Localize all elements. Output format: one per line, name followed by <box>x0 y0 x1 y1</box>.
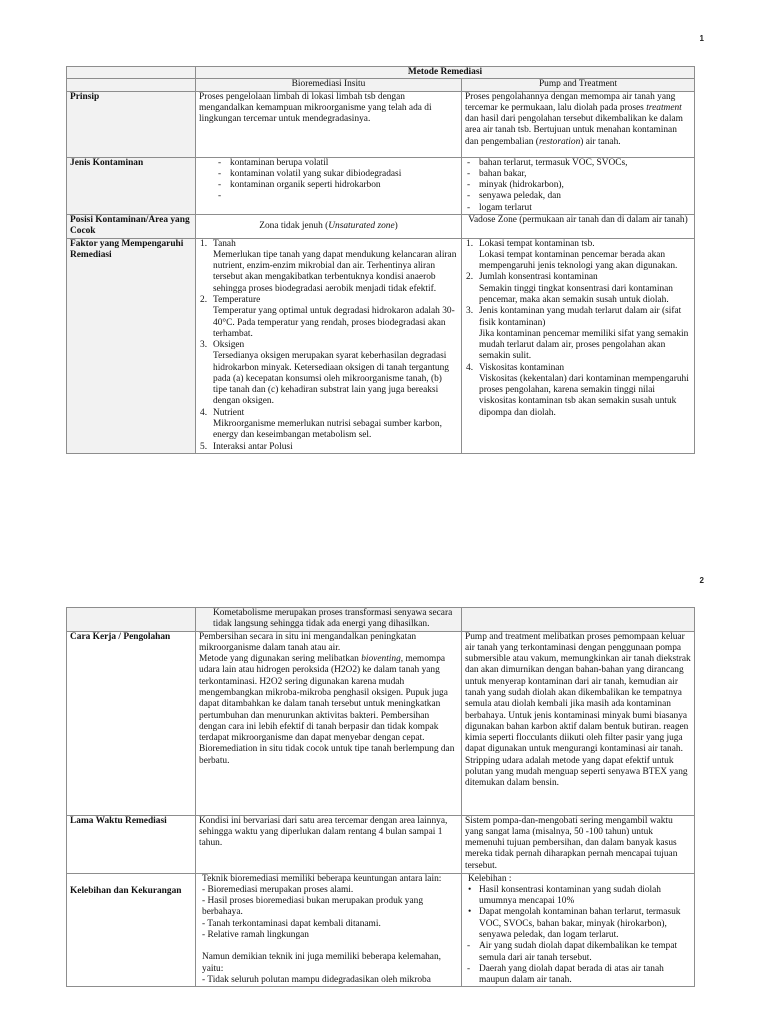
list-item: - kontaminan berupa volatil <box>216 158 458 169</box>
kelebihan-pump <box>462 873 695 987</box>
table-row <box>67 815 695 873</box>
list-item: 3. Jenis kontaminan yang mudah terlarut dalam air (sifat fisik kontaminan) Jika kontaminan pencemar memiliki sifat yang semakin mudah terlarut dalam air, proses pengolahan akan semakin sulit. <box>466 306 689 362</box>
table-row <box>67 214 695 238</box>
list-item: Namun demikian teknik ini juga memiliki beberapa kelemahan, yaitu: <box>202 952 441 974</box>
row-label-kelebihan: Kelebihan dan Kekurangan <box>67 873 196 987</box>
column-header-pump: Pump and Treatment <box>462 79 695 91</box>
table-row <box>67 238 695 453</box>
table-row <box>67 631 695 815</box>
posisi-insitu: Zona tidak jenuh (Unsaturated zone) <box>196 214 462 238</box>
row-label-cara: Cara Kerja / Pengolahan <box>67 631 196 815</box>
row-label-prinsip: Prinsip <box>67 91 196 157</box>
list-item: 5. Interaksi antar Polusi <box>200 441 293 452</box>
faktor-pump <box>462 238 695 453</box>
table-row <box>67 91 695 157</box>
remediation-table-part-2 <box>66 607 695 987</box>
list-item: - Hasil proses bioremediasi bukan merupakan produk yang berbahaya. <box>202 896 424 918</box>
factor-list-insitu <box>199 239 458 453</box>
list-item: 1. Tanah Memerlukan tipe tanah yang dapat mendukung kelancaran aliran nutrient, enzim-enzim mikrobial dan air. Terhentinya aliran tersebut akan mengakibatkan terbentuknya kondisi anaerob sehingga proses biodegradasi aerobik menjadi tidak efektif. <box>200 238 457 294</box>
row-label-jenis: Jenis Kontaminan <box>67 157 196 214</box>
list-item: - kontaminan volatil yang sukar dibiodegradasi <box>216 169 458 180</box>
list-item: - Bioremediasi merupakan proses alami. <box>202 884 354 895</box>
lama-pump: Sistem pompa-dan-mengobati sering mengambil waktu yang sangat lama (misalnya, 50 -100 tahun) untuk memenuhi tujuan pembersihan, dan dalam banyak kasus mereka tidak pernah diharapkan pernah mencapai tujuan tersebut. <box>462 815 695 873</box>
cara-pump: Pump and treatment melibatkan proses pemompaan keluar air tanah yang terkontaminasi dengan penggunaan pompa submersible atau vakum, memungkinkan air tanah diekstrak dan akan dimurnikan dengan bahan-bahan yang dirancang untuk menyerap kontaminan dari air tanah, kemudian air tanah yang sudah diolah akan dikembalikan ke tempatnya semula atau diolah kembali jika masih ada kontaminan berbahaya. Untuk jenis kontaminasi minyak bumi biasanya digunakan bahan karbon aktif dalam bentuk butiran. reagen kimia seperti flocculants diikuti oleh filter pasir yang juga dapat digunakan untuk mengurangi kontaminasi air tanah. Stripping udara adalah metode yang dapat efektif untuk polutan yang mudah menguap seperti senyawa BTEX yang ditemukan dalam bensin. <box>462 631 695 815</box>
faktor-continued: Kometabolisme merupakan proses transformasi senyawa secara tidak langsung sehingga tidak ada energi yang dihasilkan. <box>196 608 462 632</box>
advantages-bullets <box>465 885 691 941</box>
row-label-posisi: Posisi Kontaminan/Area yang Cocok <box>67 214 196 238</box>
list-item: - Tidak seluruh polutan mampu didegradasikan oleh mikroba <box>202 974 431 985</box>
cara-insitu: Pembersihan secara in situ ini mengandalkan peningkatan mikroorganisme dalam tanah atau air. Metode yang digunakan sering melibatkan bioventing, memompa udara lain atau hidrogen peroksida (H2O2) ke dalam tanah yang terkontaminasi. H2O2 sering digunakan karena mudah mengembangkan mikroba-mikroba penghasil oksigen. Pupuk juga dapat ditambahkan ke dalam tanah tersebut untuk meningkatkan pertumbuhan dan menurunkan aktivitas bakteri. Pembersihan dengan cara ini lebih efektif di tanah berpasir dan tidak kompak terdapat mikroorganisme dan dapat menyebar dengan cepat. Bioremediation in situ tidak cocok untuk tipe tanah berlempung dan berbatu. <box>196 631 462 815</box>
list-item: - Air yang sudah diolah dapat dikembalikan ke tempat semula dari air tanah tersebut. <box>465 941 691 964</box>
page-number: 2 <box>699 576 704 585</box>
list-item: - logam terlarut <box>465 203 691 214</box>
list-item: - bahan bakar, <box>465 169 691 180</box>
factor-list-pump <box>465 239 691 420</box>
prinsip-pump: Proses pengolahannya dengan memompa air tanah yang tercemar ke permukaan, lalu diolah pada proses treatment dan hasil dari pengolahan tersebut dikembalikan ke dalam area air tanah tsb. Bertujuan untuk menahan kontaminan dan pengembalian (restoration) air tanah. <box>462 91 695 157</box>
column-header-row <box>67 79 695 91</box>
list-item: 2. Temperature Temperatur yang optimal untuk degradasi hidrokaron adalah 30-40°C. Pada temperatur yang rendah, proses biodegradasi akan terhambat. <box>200 294 455 339</box>
list-item: • Dapat mengolah kontaminan bahan terlarut, termasuk VOC, SVOCs, bahan bakar, minyak (hirokarbon), senyawa peledak, dan logam terlarut. <box>465 907 691 941</box>
row-label-faktor: Faktor yang Mempengaruhi Remediasi <box>67 238 196 453</box>
list-item: Teknik bioremediasi memiliki beberapa keuntungan antara lain: <box>202 873 442 884</box>
prinsip-insitu: Proses pengelolaan limbah di lokasi limbah tsb dengan mengandalkan kemampuan mikroorganisme yang telah ada di lingkungan tercemar untuk mendegradasinya. <box>196 91 462 157</box>
list-item: - Relative ramah lingkungan <box>202 929 309 940</box>
contaminant-list-insitu <box>216 158 458 192</box>
jenis-insitu <box>196 157 462 214</box>
row-label-lama: Lama Waktu Remediasi <box>67 815 196 873</box>
advantages-dashes <box>465 941 691 986</box>
list-item: - senyawa peledak, dan <box>465 191 691 202</box>
list-item: 1. Lokasi tempat kontaminan tsb. Lokasi tempat kontaminan pencemar berada akan mempengaruhi jenis teknologi yang akan digunakan. <box>466 238 678 272</box>
contaminant-list-pump <box>465 158 691 214</box>
list-item: - minyak (hidrokarbon), <box>465 180 691 191</box>
remediation-table-part-1 <box>66 66 695 454</box>
jenis-pump <box>462 157 695 214</box>
list-item: 4. Viskositas kontaminan Viskositas (kekentalan) dari kontaminan mempengaruhi proses pengolahan, karena semakin tinggi nilai viskositas kontaminan tsb akan semakin susah untuk dipompa dan diolah. <box>466 362 689 418</box>
list-item: - bahan terlarut, termasuk VOC, SVOCs, <box>465 158 691 169</box>
table-row <box>67 608 695 632</box>
posisi-pump: Vadose Zone (permukaan air tanah dan di dalam air tanah) <box>462 214 695 238</box>
list-item: - Tanah terkontaminasi dapat kembali ditanami. <box>202 918 381 929</box>
table-title: Metode Remediasi <box>196 67 695 79</box>
page-number: 1 <box>699 34 704 43</box>
advantages-heading: Kelebihan : <box>468 873 512 884</box>
faktor-insitu <box>196 238 462 453</box>
list-item: 3. Oksigen Tersedianya oksigen merupakan syarat keberhasilan degradasi hidrokarbon minyak. Ketersediaan oksigen di tanah tergantung pada (a) kecepatan konsumsi oleh mikroorganisme tanah, (b) tipe tanah dan (c) kehadiran substrat lain yang juga bereaksi dengan oksigen. <box>200 340 449 407</box>
table-row <box>67 873 695 987</box>
lama-insitu: Kondisi ini bervariasi dari satu area tercemar dengan area lainnya, sehingga waktu yang diperlukan dalam rentang 4 bulan sampai 1 tahun. <box>196 815 462 873</box>
list-item: - kontaminan organik seperti hidrokarbon <box>216 180 458 191</box>
kelebihan-insitu <box>196 873 462 987</box>
table-row <box>67 157 695 214</box>
column-header-insitu: Bioremediasi Insitu <box>196 79 462 91</box>
list-item: 4. Nutrient Mikroorganisme memerlukan nutrisi sebagai sumber karbon, energy dan keseimbangan metabolism sel. <box>200 407 442 441</box>
list-item: - Daerah yang diolah dapat berada di atas air tanah maupun dalam air tanah. <box>465 964 691 987</box>
table-title-row <box>67 67 695 79</box>
list-item: 2. Jumlah konsentrasi kontaminan Semakin tinggi tingkat konsentrasi dari kontaminan pencemar, maka akan semakin susah untuk diolah. <box>466 272 673 305</box>
list-item: • Hasil konsentrasi kontaminan yang sudah diolah umumnya mencapai 10% <box>465 885 691 908</box>
